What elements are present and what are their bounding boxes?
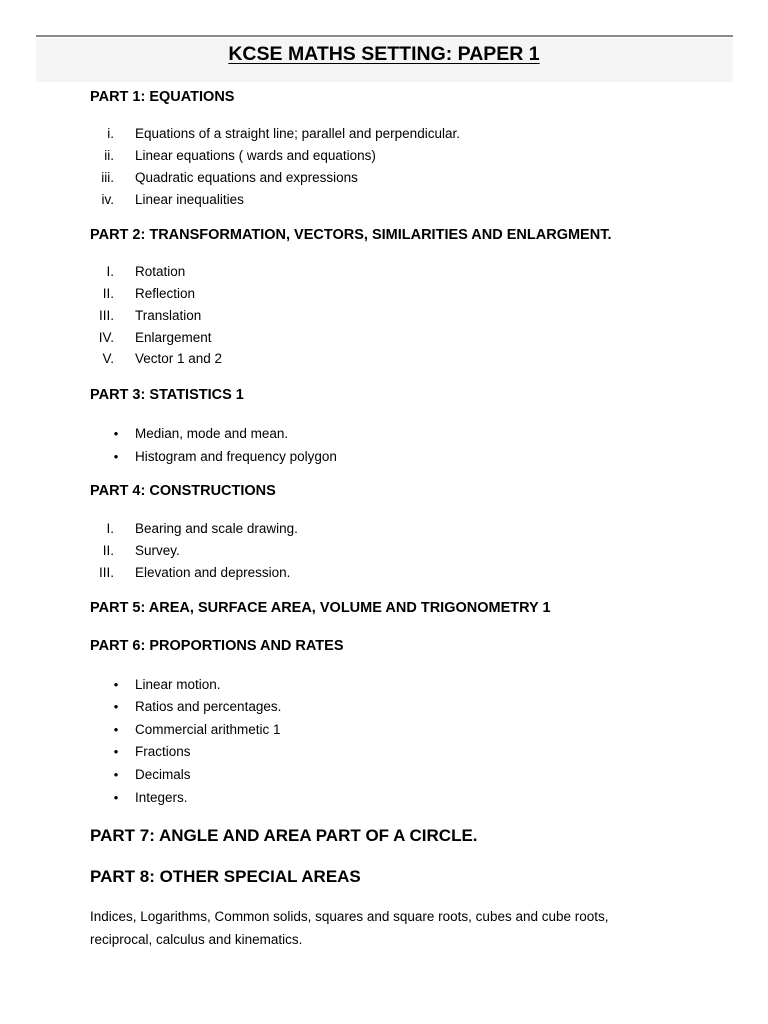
list-marker: IV. [98, 330, 114, 345]
list-item [90, 262, 690, 282]
list-item-text: Quadratic equations and expressions [135, 170, 358, 185]
list-item-text: Survey. [135, 543, 180, 558]
list-marker: II. [102, 543, 114, 558]
list-marker: I. [106, 264, 114, 279]
list-marker: i. [107, 126, 114, 141]
list-marker: ii. [104, 148, 114, 163]
list-item-text: Elevation and depression. [135, 565, 291, 580]
list-item-text: Vector 1 and 2 [135, 351, 223, 366]
list-item-text: Enlargement [135, 330, 212, 345]
list-item [90, 424, 690, 444]
list-item [90, 349, 690, 369]
bullet-marker: • [113, 790, 119, 805]
part-6-heading: PART 6: PROPORTIONS AND RATES [90, 638, 344, 654]
list-marker: I. [106, 521, 114, 536]
bullet-marker: • [113, 722, 119, 737]
list-item [90, 765, 690, 785]
bullet-marker: • [113, 767, 119, 782]
list-marker: III. [98, 565, 114, 580]
list-item [90, 447, 690, 467]
list-item [90, 541, 690, 561]
list-item-text: Linear equations ( wards and equations) [135, 148, 376, 163]
list-item-text: Fractions [135, 744, 191, 759]
list-item [90, 788, 690, 808]
list-item [90, 563, 690, 583]
list-item [90, 519, 690, 539]
list-item [90, 742, 690, 762]
list-item [90, 697, 690, 717]
part-2-heading: PART 2: TRANSFORMATION, VECTORS, SIMILARITIES AND ENLARGMENT. [90, 227, 612, 243]
bullet-marker: • [113, 449, 119, 464]
part-1-heading: PART 1: EQUATIONS [90, 89, 235, 105]
document-title: KCSE MATHS SETTING: PAPER 1 [228, 43, 540, 65]
list-item-text: Median, mode and mean. [135, 426, 289, 441]
bullet-marker: • [113, 699, 119, 714]
list-marker: III. [98, 308, 114, 323]
list-item-text: Ratios and percentages. [135, 699, 282, 714]
top-rule [36, 35, 733, 37]
list-item [90, 168, 690, 188]
closing-paragraph: Indices, Logarithms, Common solids, squares and square roots, cubes and cube roots, reciprocal, calculus and kinematics. [90, 909, 609, 947]
bullet-marker: • [113, 744, 119, 759]
part-4-heading: PART 4: CONSTRUCTIONS [90, 483, 276, 499]
list-item [90, 124, 690, 144]
list-item [90, 675, 690, 695]
list-item-text: Translation [135, 308, 202, 323]
list-item-text: Integers. [135, 790, 188, 805]
list-item-text: Bearing and scale drawing. [135, 521, 298, 536]
list-item-text: Linear inequalities [135, 192, 244, 207]
list-item [90, 306, 690, 326]
list-item [90, 284, 690, 304]
list-item-text: Equations of a straight line; parallel and perpendicular. [135, 126, 460, 141]
list-marker: V. [102, 351, 114, 366]
part-7-heading: PART 7: ANGLE AND AREA PART OF A CIRCLE. [90, 826, 478, 845]
list-marker: iv. [101, 192, 114, 207]
list-marker: iii. [101, 170, 114, 185]
list-item-text: Decimals [135, 767, 191, 782]
list-item-text: Histogram and frequency polygon [135, 449, 337, 464]
list-marker: II. [102, 286, 114, 301]
part-8-heading: PART 8: OTHER SPECIAL AREAS [90, 867, 361, 886]
list-item [90, 720, 690, 740]
bullet-marker: • [113, 677, 119, 692]
list-item-text: Reflection [135, 286, 196, 301]
list-item-text: Rotation [135, 264, 186, 279]
part-3-heading: PART 3: STATISTICS 1 [90, 387, 244, 403]
part-5-heading: PART 5: AREA, SURFACE AREA, VOLUME AND TRIGONOMETRY 1 [90, 600, 551, 616]
list-item-text: Commercial arithmetic 1 [135, 722, 281, 737]
list-item-text: Linear motion. [135, 677, 221, 692]
list-item [90, 328, 690, 348]
list-item [90, 146, 690, 166]
list-item [90, 190, 690, 210]
bullet-marker: • [113, 426, 119, 441]
